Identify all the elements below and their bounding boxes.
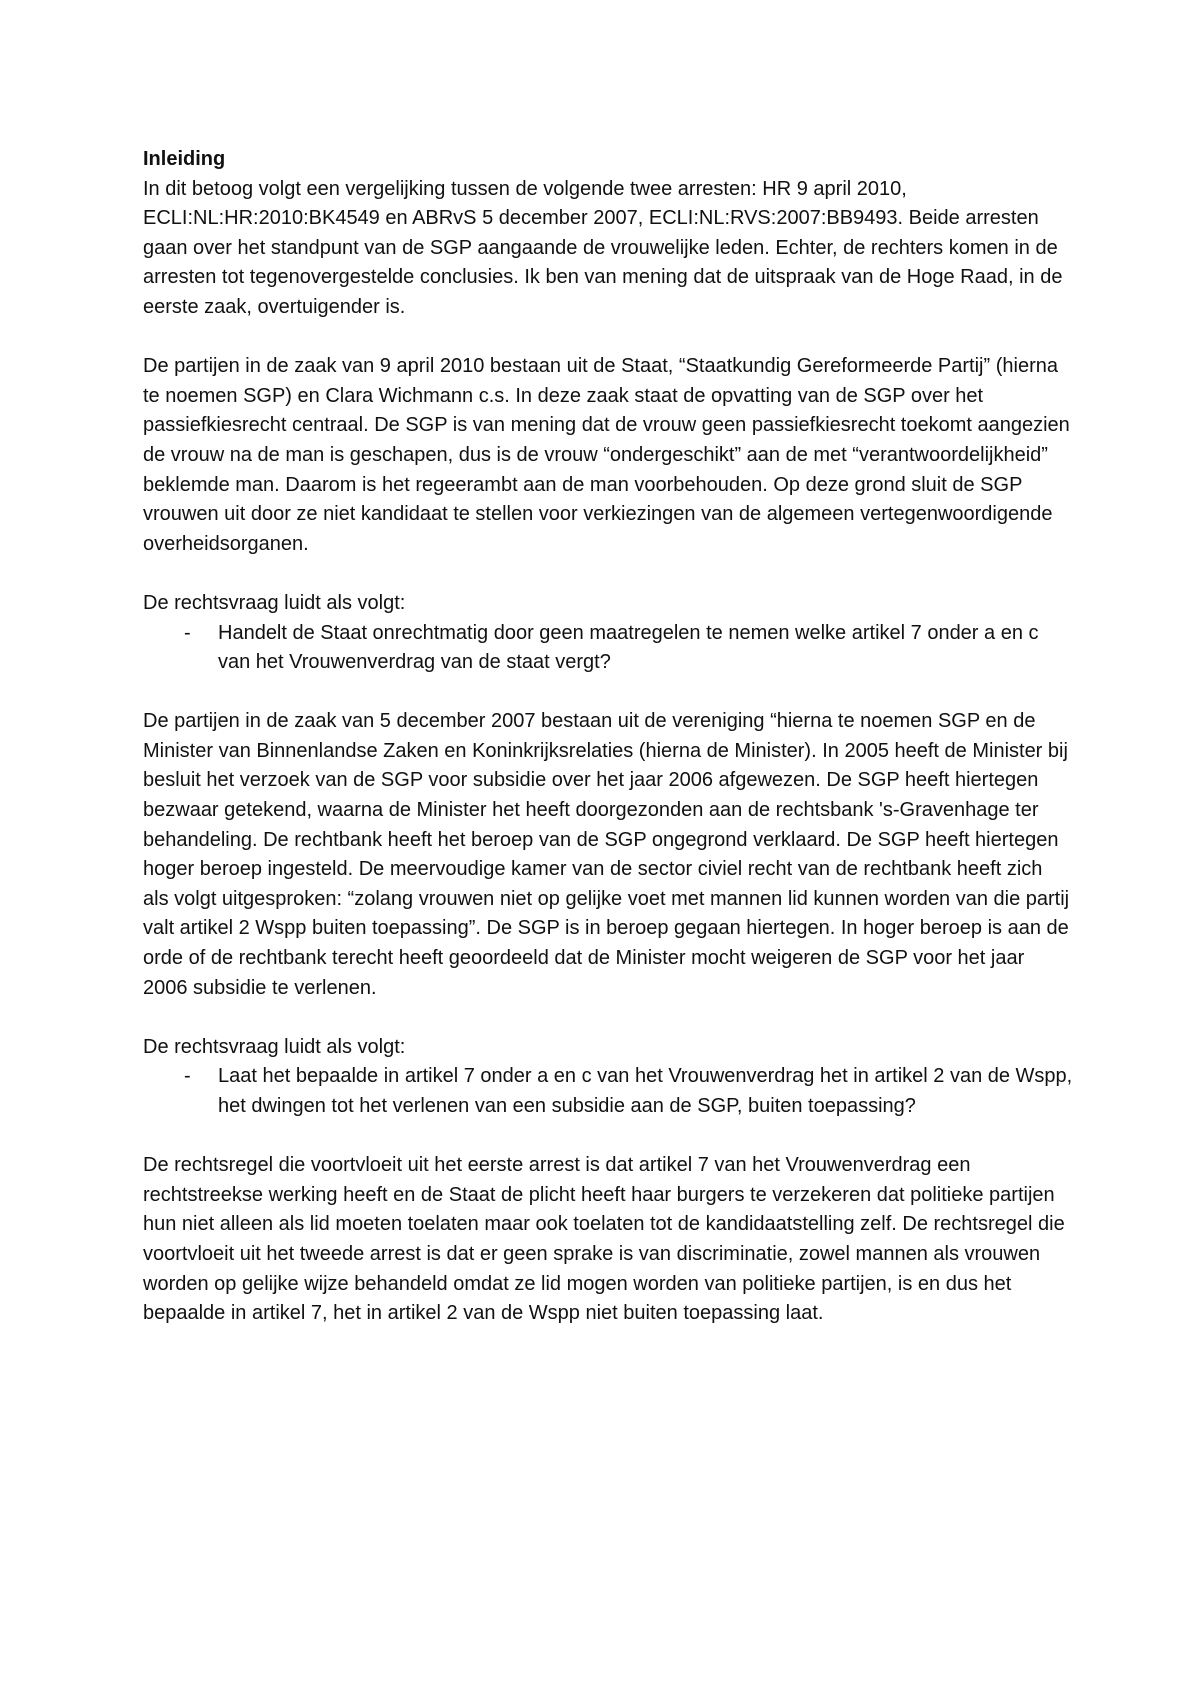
case-two-paragraph: De partijen in de zaak van 5 december 2007 bestaan uit de vereniging “hierna te noemen SGP en de Minister van Binnenlandse Zaken en Koninkrijksrelaties (hierna de Minister). In 2005 heeft de Minister bij besluit het verzoek van de SGP voor subsidie over het jaar 2006 afgewezen. De SGP heeft hiertegen bezwaar getekend, waarna de Minister het heeft doorgezonden aan de rechtsbank 's-Gravenhage ter behandeling. De rechtbank heeft het beroep van de SGP ongegrond verklaard. De SGP heeft hiertegen hoger beroep ingesteld. De meervoudige kamer van de sector civiel recht van de rechtbank heeft zich als volgt uitgesproken: “zolang vrouwen niet op gelijke voet met mannen lid kunnen worden van die partij valt artikel 2 Wspp buiten toepassing”. De SGP is in beroep gegaan hiertegen. In hoger beroep is aan de orde of de rechtbank terecht heeft geoordeeld dat de Minister mocht weigeren de SGP voor het jaar 2006 subsidie te verlenen. [143,710,1070,999]
document-page [143,145,1073,1358]
legal-rules-paragraph: De rechtsregel die voortvloeit uit het eerste arrest is dat artikel 7 van het Vrouwenverdrag een rechtstreekse werking heeft en de Staat de plicht heeft haar burgers te verzekeren dat politieke partijen hun niet alleen als lid moeten toelaten maar ook toelaten tot de kandidaatstelling zelf. De rechtsregel die voortvloeit uit het tweede arrest is dat er geen sprake is van discriminatie, zowel mannen als vrouwen worden op gelijke wijze behandeld omdat ze lid mogen worden van politieke partijen, is en dus het bepaalde in artikel 7, het in artikel 2 van de Wspp niet buiten toepassing laat. [143,1154,1065,1325]
legal-question-list-2 [143,1062,1073,1121]
legal-question-text-1: Handelt de Staat onrechtmatig door geen maatregelen te nemen welke artikel 7 onder a en c van het Vrouwenverdrag van de staat vergt? [218,621,1039,674]
bullet-dash: - [184,1065,191,1088]
legal-question-item-2 [184,1062,1073,1121]
legal-question-list-1 [143,619,1073,678]
intro-paragraph: In dit betoog volgt een vergelijking tussen de volgende twee arresten: HR 9 april 2010, ECLI:NL:HR:2010:BK4549 en ABRvS 5 december 2007, ECLI:NL:RVS:2007:BB9493. Beide arresten gaan over het standpunt van de SGP aangaande de vrouwelijke leden. Echter, de rechters komen in de arresten tot tegenovergestelde conclusies. Ik ben van mening dat de uitspraak van de Hoge Raad, in de eerste zaak, overtuigender is. [143,177,1063,318]
legal-question-text-2: Laat het bepaalde in artikel 7 onder a en c van het Vrouwenverdrag het in artikel 2 van de Wspp, het dwingen tot het verlenen van een subsidie aan de SGP, buiten toepassing? [218,1065,1073,1117]
legal-question-label-2: De rechtsvraag luidt als volgt: [143,1035,406,1058]
section-heading: Inleiding [143,148,226,170]
bullet-dash: - [184,621,191,644]
case-one-paragraph: De partijen in de zaak van 9 april 2010 bestaan uit de Staat, “Staatkundig Gereformeerde Partij” (hierna te noemen SGP) en Clara Wichmann c.s. In deze zaak staat de opvatting van de SGP over het passiefkiesrecht centraal. De SGP is van mening dat de vrouw geen passiefkiesrecht toekomt aangezien de vrouw na de man is geschapen, dus is de vrouw “ondergeschikt” aan de met “verantwoordelijkheid” beklemde man. Daarom is het regeerambt aan de man voorbehouden. Op deze grond sluit de SGP vrouwen uit door ze niet kandidaat te stellen voor verkiezingen van de algemeen vertegenwoordigende overheidsorganen. [143,355,1070,555]
legal-question-label-1: De rechtsvraag luidt als volgt: [143,591,406,614]
legal-question-item-1 [184,619,1073,678]
